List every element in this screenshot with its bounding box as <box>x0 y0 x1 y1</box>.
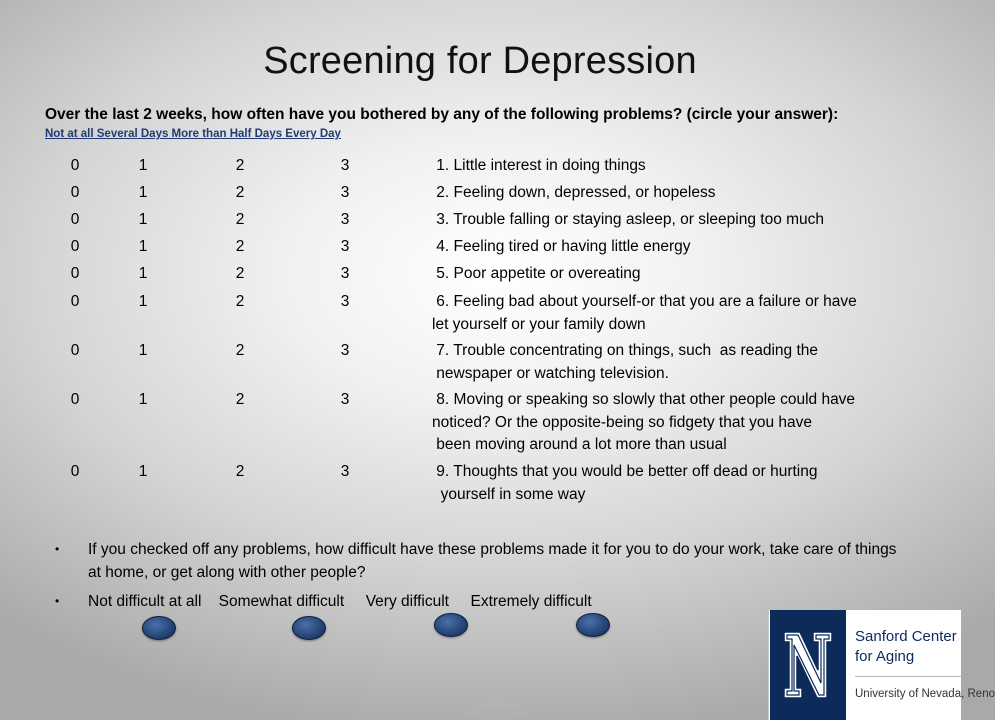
question-text: 5. Poor appetite or overeating <box>432 265 641 282</box>
score-1-option[interactable]: 1 <box>138 238 148 255</box>
score-1-option[interactable]: 1 <box>138 184 148 201</box>
question-text: 3. Trouble falling or staying asleep, or sleeping too much <box>432 211 825 228</box>
score-0-option[interactable]: 0 <box>70 342 80 359</box>
score-2-option[interactable]: 2 <box>235 391 245 408</box>
very-difficult-radio[interactable] <box>434 613 468 637</box>
score-1-option[interactable]: 1 <box>138 265 148 282</box>
logo-text-line1: Sanford Center <box>855 628 957 645</box>
logo-university-text: University of Nevada, Reno <box>855 688 995 700</box>
score-2-option[interactable]: 2 <box>235 463 245 480</box>
question-text: 9. Thoughts that you would be better off dead or hurting yourself in some way <box>436 463 818 503</box>
score-3-option[interactable]: 3 <box>340 463 350 480</box>
question-text: 2. Feeling down, depressed, or hopeless <box>432 184 716 201</box>
page-title: Screening for Depression <box>263 40 697 82</box>
logo-text-line2: for Aging <box>855 648 915 665</box>
score-3-option[interactable]: 3 <box>340 293 350 310</box>
score-2-option[interactable]: 2 <box>235 342 245 359</box>
nevada-n-logo-icon <box>770 610 846 720</box>
score-0-option[interactable]: 0 <box>70 184 80 201</box>
difficulty-section <box>55 538 905 619</box>
question-text: 4. Feeling tired or having little energy <box>432 238 691 255</box>
block-n-icon <box>780 626 836 704</box>
question-text: 7. Trouble concentrating on things, such as reading the newspaper or watching television. <box>436 342 819 382</box>
score-3-option[interactable]: 3 <box>340 342 350 359</box>
question-text: 1. Little interest in doing things <box>432 157 646 174</box>
score-3-option[interactable]: 3 <box>340 157 350 174</box>
question-text: 6. Feeling bad about yourself-or that you are a failure or have let yourself or your family down <box>432 293 857 333</box>
score-3-option[interactable]: 3 <box>340 238 350 255</box>
score-2-option[interactable]: 2 <box>235 211 245 228</box>
score-3-option[interactable]: 3 <box>340 211 350 228</box>
score-2-option[interactable]: 2 <box>235 157 245 174</box>
score-1-option[interactable]: 1 <box>138 391 148 408</box>
score-0-option[interactable]: 0 <box>70 238 80 255</box>
score-1-option[interactable]: 1 <box>138 211 148 228</box>
score-3-option[interactable]: 3 <box>340 265 350 282</box>
score-1-option[interactable]: 1 <box>138 293 148 310</box>
somewhat-difficult-radio[interactable] <box>292 616 326 640</box>
not-difficult-radio[interactable] <box>142 616 176 640</box>
score-0-option[interactable]: 0 <box>70 157 80 174</box>
score-3-option[interactable]: 3 <box>340 184 350 201</box>
score-2-option[interactable]: 2 <box>235 184 245 201</box>
question-text: 8. Moving or speaking so slowly that other people could have noticed? Or the opposite-being so fidgety that you have been moving around a lot more than usual <box>432 391 856 453</box>
score-0-option[interactable]: 0 <box>70 211 80 228</box>
instructions: Over the last 2 weeks, how often have you bothered by any of the following problems? (circle your answer): <box>45 106 839 123</box>
score-0-option[interactable]: 0 <box>70 293 80 310</box>
score-1-option[interactable]: 1 <box>138 157 148 174</box>
difficulty-question: • If you checked off any problems, how difficult have these problems made it for you to do your work, take care of things at home, or get along with other people? <box>55 538 905 584</box>
score-1-option[interactable]: 1 <box>138 342 148 359</box>
score-1-option[interactable]: 1 <box>138 463 148 480</box>
difficulty-options: • Not difficult at all Somewhat difficult Very difficult Extremely difficult <box>55 590 905 613</box>
score-2-option[interactable]: 2 <box>235 293 245 310</box>
score-0-option[interactable]: 0 <box>70 391 80 408</box>
score-3-option[interactable]: 3 <box>340 391 350 408</box>
logo-divider <box>855 676 961 677</box>
scale-header: Not at all Several Days More than Half Days Every Day <box>45 128 341 140</box>
score-0-option[interactable]: 0 <box>70 265 80 282</box>
score-2-option[interactable]: 2 <box>235 265 245 282</box>
extremely-difficult-radio[interactable] <box>576 613 610 637</box>
score-2-option[interactable]: 2 <box>235 238 245 255</box>
score-0-option[interactable]: 0 <box>70 463 80 480</box>
sanford-center-logo <box>768 610 995 720</box>
